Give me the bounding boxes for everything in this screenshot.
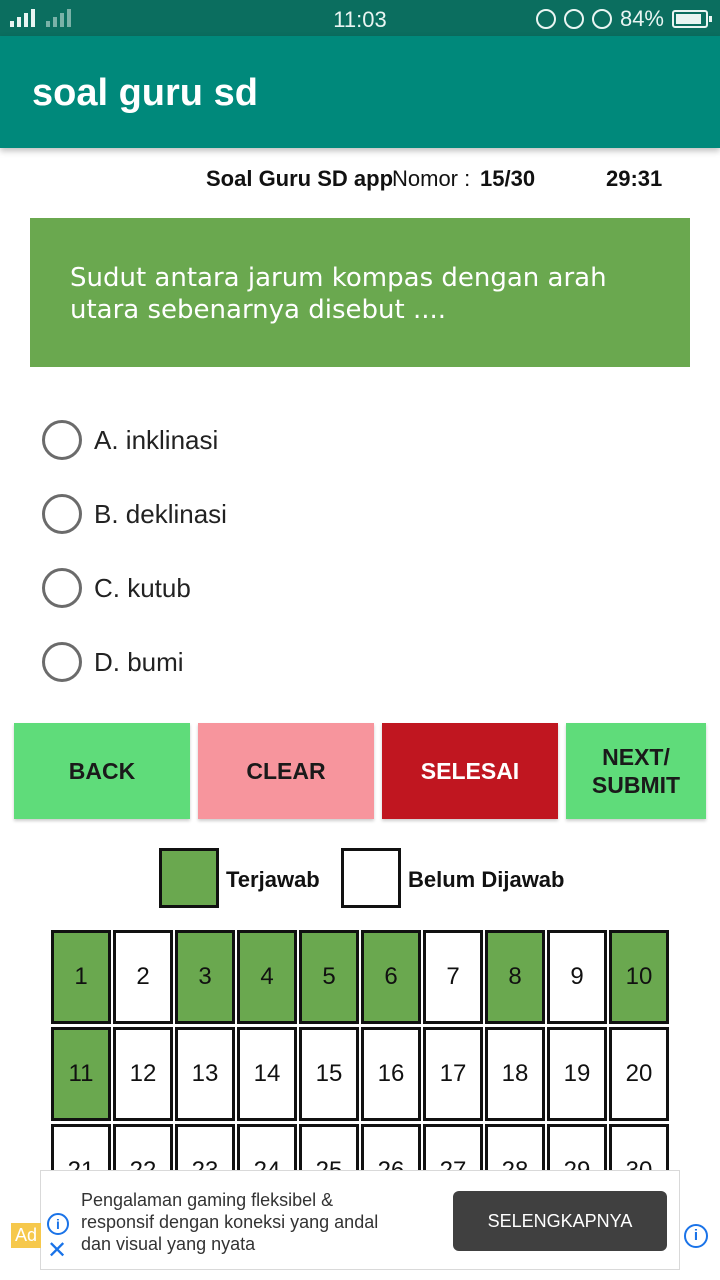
unanswered-swatch <box>341 848 401 908</box>
radio-button-icon[interactable] <box>42 642 82 682</box>
option-label: B. deklinasi <box>94 498 227 529</box>
question-number-cell[interactable]: 19 <box>547 1027 607 1121</box>
question-number-cell[interactable]: 20 <box>609 1027 669 1121</box>
question-number-cell[interactable]: 12 <box>113 1027 173 1121</box>
app-title: soal guru sd <box>32 72 258 114</box>
quiz-app-name: Soal Guru SD app <box>206 166 394 191</box>
answered-legend-label: Terjawab <box>226 867 320 892</box>
option-d[interactable] <box>42 642 184 682</box>
option-label: A. inklinasi <box>94 424 219 455</box>
alarm-icon <box>592 9 612 29</box>
battery-percent: 84% <box>619 6 664 31</box>
unanswered-legend-label: Belum Dijawab <box>408 867 565 892</box>
question-number-cell[interactable]: 8 <box>485 930 545 1024</box>
question-number-cell[interactable]: 16 <box>361 1027 421 1121</box>
legend <box>0 848 720 910</box>
question-number-cell[interactable]: 10 <box>609 930 669 1024</box>
status-bar <box>0 0 720 36</box>
ad-banner[interactable] <box>15 1170 680 1270</box>
quiz-info-row <box>0 166 720 196</box>
question-number-grid <box>51 930 671 1170</box>
mute-icon <box>536 9 556 29</box>
question-text: Sudut antara jarum kompas dengan arah utara sebenarnya disebut .... <box>70 263 607 325</box>
radio-button-icon[interactable] <box>42 494 82 534</box>
clear-button[interactable]: CLEAR <box>198 723 374 819</box>
question-number-cell[interactable]: 1 <box>51 930 111 1024</box>
battery-icon <box>672 10 708 28</box>
option-c[interactable] <box>42 568 191 608</box>
ad-text: Pengalaman gaming fleksibel & responsif dengan koneksi yang andal dan visual yang nyata <box>81 1190 379 1254</box>
question-number-cell[interactable]: 14 <box>237 1027 297 1121</box>
question-number-cell[interactable]: 7 <box>423 930 483 1024</box>
ad-tag: Ad <box>11 1223 41 1248</box>
status-time: 11:03 <box>333 7 387 32</box>
question-number-cell[interactable]: 3 <box>175 930 235 1024</box>
close-icon[interactable]: ✕ <box>47 1237 68 1264</box>
question-number-cell[interactable]: 11 <box>51 1027 111 1121</box>
lock-rotation-icon <box>564 9 584 29</box>
answered-swatch <box>159 848 219 908</box>
nomor-label: Nomor : <box>392 166 471 191</box>
countdown-timer: 29:31 <box>606 166 663 191</box>
question-box <box>30 218 690 367</box>
nomor-value: 15/30 <box>480 166 536 191</box>
question-number-cell[interactable]: 4 <box>237 930 297 1024</box>
next-submit-button[interactable]: NEXT/ SUBMIT <box>566 723 706 819</box>
question-number-cell[interactable]: 15 <box>299 1027 359 1121</box>
question-number-cell[interactable]: 6 <box>361 930 421 1024</box>
ad-cta-button[interactable]: SELENGKAPNYA <box>453 1191 667 1251</box>
question-number-cell[interactable]: 18 <box>485 1027 545 1121</box>
question-number-cell[interactable]: 13 <box>175 1027 235 1121</box>
ad-info-icon[interactable]: i <box>47 1213 69 1235</box>
option-b[interactable] <box>42 494 227 534</box>
selesai-button[interactable]: SELESAI <box>382 723 558 819</box>
radio-button-icon[interactable] <box>42 568 82 608</box>
radio-button-icon[interactable] <box>42 420 82 460</box>
adchoices-info-icon[interactable]: i <box>684 1224 708 1248</box>
question-number-cell[interactable]: 9 <box>547 930 607 1024</box>
back-button[interactable]: BACK <box>14 723 190 819</box>
question-number-cell[interactable]: 5 <box>299 930 359 1024</box>
app-bar <box>0 36 720 148</box>
option-label: C. kutub <box>94 572 191 603</box>
question-number-cell[interactable]: 17 <box>423 1027 483 1121</box>
question-number-cell[interactable]: 2 <box>113 930 173 1024</box>
option-label: D. bumi <box>94 646 184 677</box>
option-a[interactable] <box>42 420 218 460</box>
